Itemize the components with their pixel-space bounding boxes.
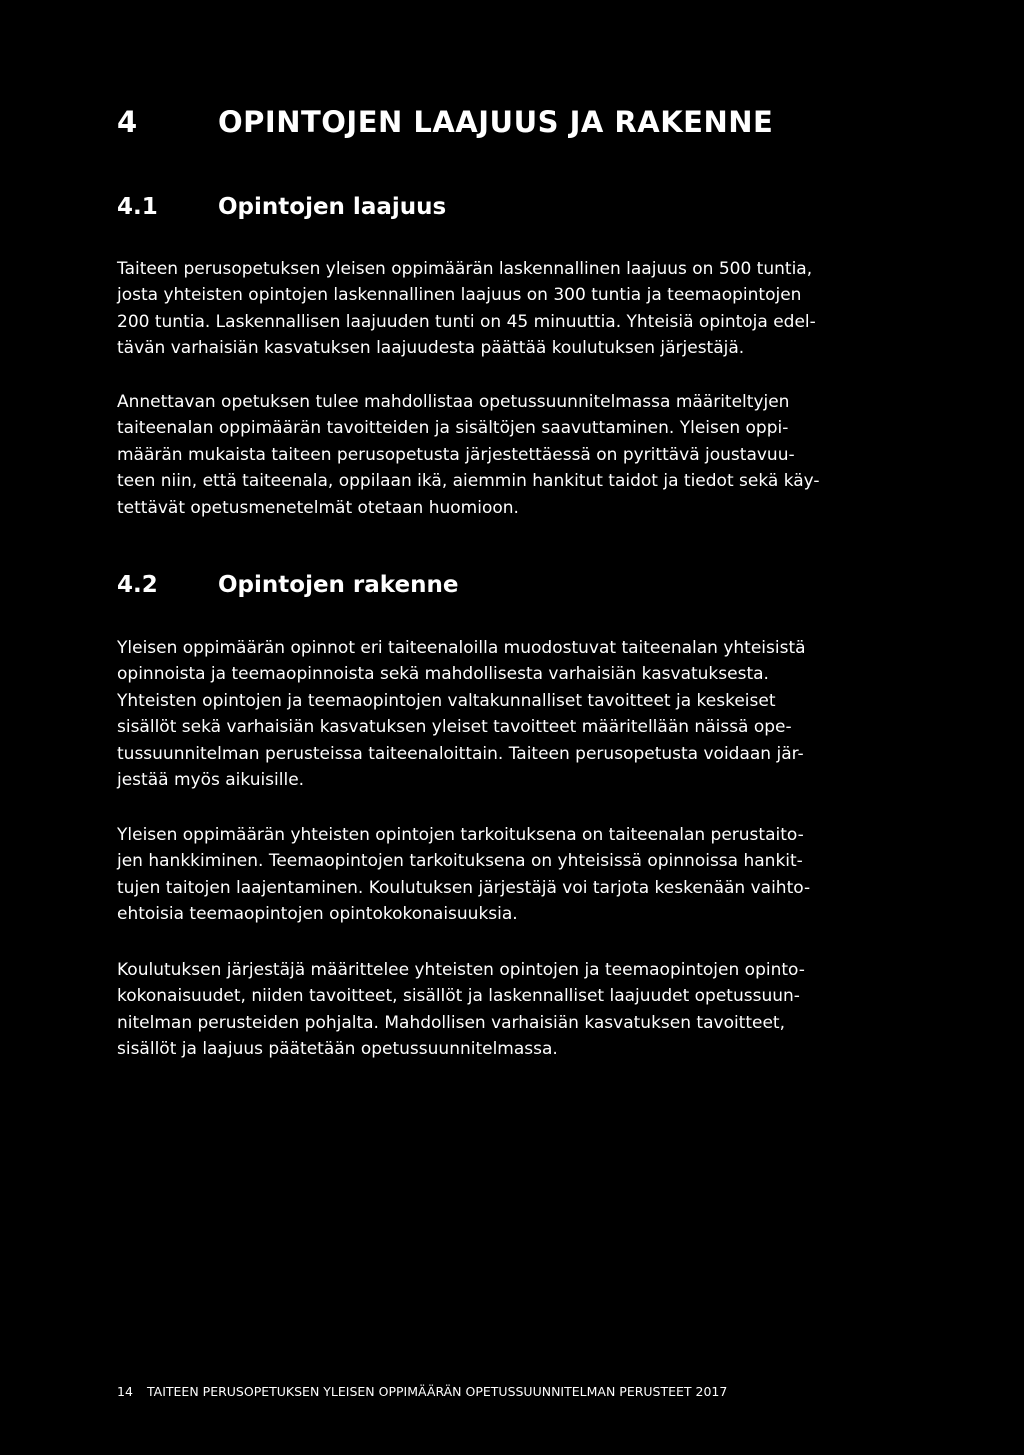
paragraph-line: nitelman perusteiden pohjalta. Mahdollisen varhaisiän kasvatuksen tavoitteet, xyxy=(117,1012,786,1033)
paragraph-line: taiteenalan oppimäärän tavoitteiden ja sisältöjen saavuttaminen. Yleisen oppi- xyxy=(117,418,789,439)
paragraph-line: Koulutuksen järjestäjä määrittelee yhteisten opintojen ja teemaopintojen opinto- xyxy=(117,960,805,980)
chapter-title: OPINTOJEN LAAJUUS JA RAKENNE xyxy=(218,105,774,139)
paragraph-line: määrän mukaista taiteen perusopetusta järjestettäessä on pyrittävä joustavuu- xyxy=(117,444,795,465)
paragraph-line: sisällöt sekä varhaisiän kasvatuksen yleiset tavoitteet määritellään näissä ope- xyxy=(117,717,792,738)
paragraph-line: opinnoista ja teemaopinnoista sekä mahdollisesta varhaisiän kasvatuksesta. xyxy=(117,664,769,685)
page-number: 14 xyxy=(117,1384,133,1399)
paragraph-line: jen hankkiminen. Teemaopintojen tarkoituksena on yhteisissä opinnoissa hankit- xyxy=(117,851,803,872)
paragraph xyxy=(117,822,877,928)
paragraph-line: 200 tuntia. Laskennallisen laajuuden tunti on 45 minuuttia. Yhteisiä opintoja edel- xyxy=(117,311,816,332)
paragraph-line: sisällöt ja laajuus päätetään opetussuunnitelmassa. xyxy=(117,1039,558,1060)
paragraph-line: tussuunnitelman perusteissa taiteenaloittain. Taiteen perusopetusta voidaan jär- xyxy=(117,743,804,764)
paragraph-line: ehtoisia teemaopintojen opintokokonaisuuksia. xyxy=(117,904,518,925)
paragraph xyxy=(117,256,877,362)
paragraph-line: Yleisen oppimäärän yhteisten opintojen tarkoituksena on taiteenalan perustaito- xyxy=(117,825,804,845)
paragraph-line: Taiteen perusopetuksen yleisen oppimäärän laskennallinen laajuus on 500 tuntia, xyxy=(117,259,813,279)
paragraph-line: Yleisen oppimäärän opinnot eri taiteenaloilla muodostuvat taiteenalan yhteisistä xyxy=(117,638,806,658)
paragraph-line: tettävät opetusmenetelmät otetaan huomioon. xyxy=(117,497,519,518)
running-title: TAITEEN PERUSOPETUKSEN YLEISEN OPPIMÄÄRÄN OPETUSSUUNNITELMAN PERUSTEET 2017 xyxy=(147,1384,728,1399)
paragraph xyxy=(117,957,877,1063)
paragraph-line: Annettavan opetuksen tulee mahdollistaa opetussuunnitelmassa määriteltyjen xyxy=(117,392,790,412)
paragraph xyxy=(117,389,877,521)
page-footer xyxy=(117,1384,727,1400)
paragraph-line: Yhteisten opintojen ja teemaopintojen valtakunnalliset tavoitteet ja keskeiset xyxy=(117,690,776,711)
paragraph xyxy=(117,635,877,793)
paragraph-line: josta yhteisten opintojen laskennallinen laajuus on 300 tuntia ja teemaopintojen xyxy=(117,285,802,306)
section-number: 4.2 xyxy=(117,572,158,598)
paragraph-line: tujen taitojen laajentaminen. Koulutuksen järjestäjä voi tarjota keskenään vaihto- xyxy=(117,877,811,898)
paragraph-line: kokonaisuudet, niiden tavoitteet, sisällöt ja laskennalliset laajuudet opetussuun- xyxy=(117,986,800,1007)
paragraph-line: jestää myös aikuisille. xyxy=(117,770,305,791)
chapter-number: 4 xyxy=(117,105,138,139)
section-number: 4.1 xyxy=(117,194,158,220)
paragraph-line: teen niin, että taiteenala, oppilaan ikä, aiemmin hankitut taidot ja tiedot sekä käy- xyxy=(117,471,820,492)
section-title: Opintojen rakenne xyxy=(218,572,459,598)
paragraph-line: tävän varhaisiän kasvatuksen laajuudesta päättää koulutuksen järjestäjä. xyxy=(117,338,745,359)
section-title: Opintojen laajuus xyxy=(218,194,447,220)
